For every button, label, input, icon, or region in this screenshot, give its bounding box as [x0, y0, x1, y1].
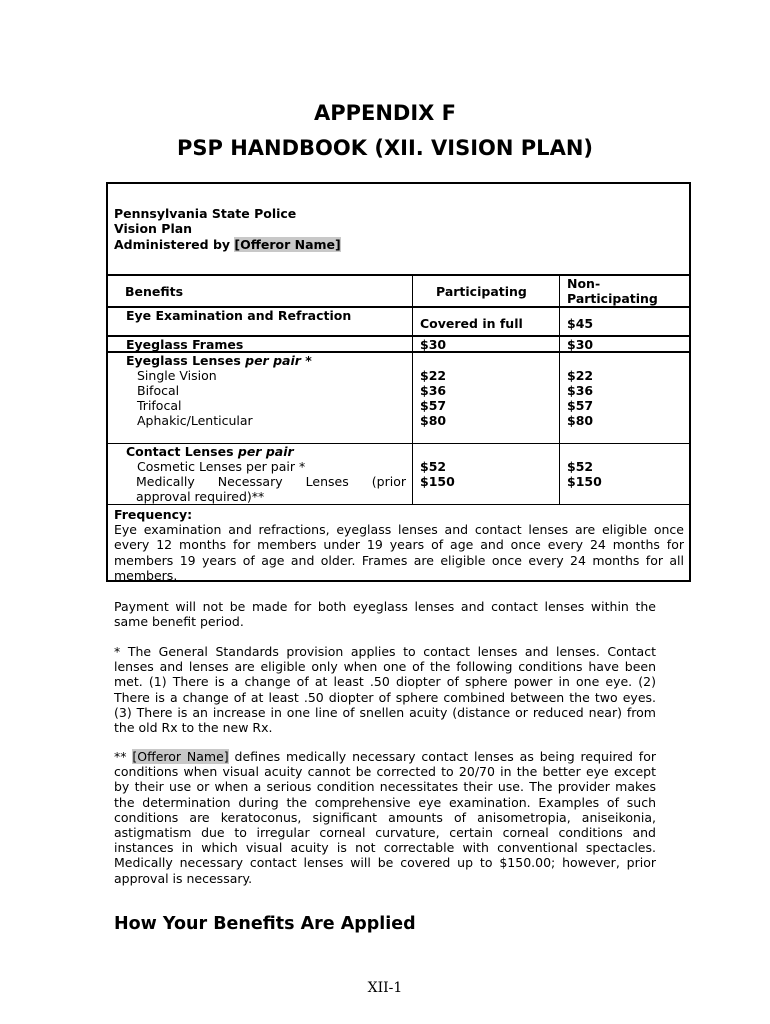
lens-item-label: Aphakic/Lenticular: [137, 413, 253, 428]
administered-prefix: Administered by: [114, 237, 231, 252]
frames-nonparticipating: $30: [567, 337, 594, 352]
handbook-title: PSP HANDBOOK (XII. VISION PLAN): [177, 136, 593, 160]
general-standards-text: * The General Standards provision applies to contact lenses and lenses. Contact lenses and lenses are eligible only when one of the following conditions have been met. (1) There is a change of at least .50 diopter of sphere power in one eye. (2) There is a change of at least .50 diopter of sphere combined between the two eyes. (3) There is an increase in one line of snellen acuity (distance or reduced near) from the old Rx to the new Rx.: [114, 644, 656, 736]
lenses-label-italic: per pair: [245, 353, 301, 368]
eye-exam-nonparticipating: $45: [567, 316, 594, 331]
medical-necessity-note: [114, 749, 656, 886]
frames-participating: $30: [420, 337, 447, 352]
column-rule: [412, 275, 413, 505]
general-standards-note: [114, 644, 656, 735]
medical-word: Necessary: [217, 474, 283, 489]
section-heading: How Your Benefits Are Applied: [114, 914, 416, 934]
cosmetic-label: Cosmetic Lenses per pair *: [137, 459, 306, 474]
frequency-text: Eye examination and refractions, eyeglass lenses and contact lenses are eligible once every 12 months for members under 19 years of age and once every 24 months for members 19 years of age and older. Frames are eligible once every 24 months for all members.: [114, 522, 684, 583]
lens-item-participating: $36: [420, 383, 447, 398]
lens-item-label: Bifocal: [137, 383, 180, 398]
medical-label-line2: approval required)**: [136, 489, 265, 504]
payment-note: [114, 599, 656, 629]
frequency-label: Frequency:: [114, 507, 193, 522]
medical-word: Medically: [136, 474, 195, 489]
header-nonparticipating-1: Non-: [567, 276, 601, 291]
administrator-name: [Offeror Name]: [234, 237, 341, 252]
eye-exam-label: Eye Examination and Refraction: [126, 308, 352, 323]
page-number: XII-1: [367, 980, 403, 996]
lenses-label-suffix: *: [300, 353, 312, 368]
lens-item-participating: $22: [420, 368, 447, 383]
header-participating: Participating: [436, 284, 527, 299]
table-rule: [106, 274, 691, 276]
plan-org: Pennsylvania State Police: [114, 206, 297, 221]
lens-item-nonparticipating: $36: [567, 383, 594, 398]
column-rule: [559, 275, 560, 505]
offeror-name: [Offeror Name]: [132, 749, 229, 764]
table-rule: [106, 504, 691, 505]
frequency-block: [114, 507, 684, 583]
header-benefits: Benefits: [125, 284, 184, 299]
medical-label-line1: [136, 474, 406, 489]
plan-administrator: [114, 237, 341, 252]
lens-item-participating: $57: [420, 398, 447, 413]
lens-item-nonparticipating: $57: [567, 398, 594, 413]
medical-necessity-text: [114, 749, 656, 886]
lenses-label: [126, 353, 312, 368]
contacts-label: [126, 444, 294, 459]
medical-prefix: **: [114, 749, 127, 764]
medical-body: defines medically necessary contact lenses as being required for conditions when visual acuity cannot be corrected to 20/70 in the better eye except by their use or when a serious condition necessitates their use. The provider makes the determination during the comprehensive eye examination. Examples of such conditions are keratoconus, significant amounts of anisometropia, aniseikonia, astigmatism due to irregular corneal curvature, certain corneal conditions and instances in which visual acuity is not correctable with conventional spectacles. Medically necessary contact lenses will be covered up to $150.00; however, prior approval is necessary.: [114, 749, 656, 886]
plan-name: Vision Plan: [114, 221, 193, 236]
appendix-title: APPENDIX F: [313, 101, 457, 125]
payment-note-text: Payment will not be made for both eyeglass lenses and contact lenses within the same benefit period.: [114, 599, 656, 630]
lens-item-label: Trifocal: [137, 398, 182, 413]
medical-nonparticipating: $150: [567, 474, 602, 489]
cosmetic-nonparticipating: $52: [567, 459, 594, 474]
contacts-label-text: Contact Lenses: [126, 444, 234, 459]
header-nonparticipating-2: Participating: [567, 291, 658, 306]
lenses-label-text: Eyeglass Lenses: [126, 353, 241, 368]
eye-exam-participating: Covered in full: [420, 316, 523, 331]
medical-word: (prior: [371, 474, 406, 489]
cosmetic-participating: $52: [420, 459, 447, 474]
frames-label: Eyeglass Frames: [126, 337, 244, 352]
lens-item-label: Single Vision: [137, 368, 217, 383]
lens-item-nonparticipating: $80: [567, 413, 594, 428]
medical-word: Lenses: [305, 474, 349, 489]
contacts-label-italic: per pair: [237, 444, 294, 459]
lens-item-participating: $80: [420, 413, 447, 428]
lens-item-nonparticipating: $22: [567, 368, 594, 383]
medical-participating: $150: [420, 474, 455, 489]
